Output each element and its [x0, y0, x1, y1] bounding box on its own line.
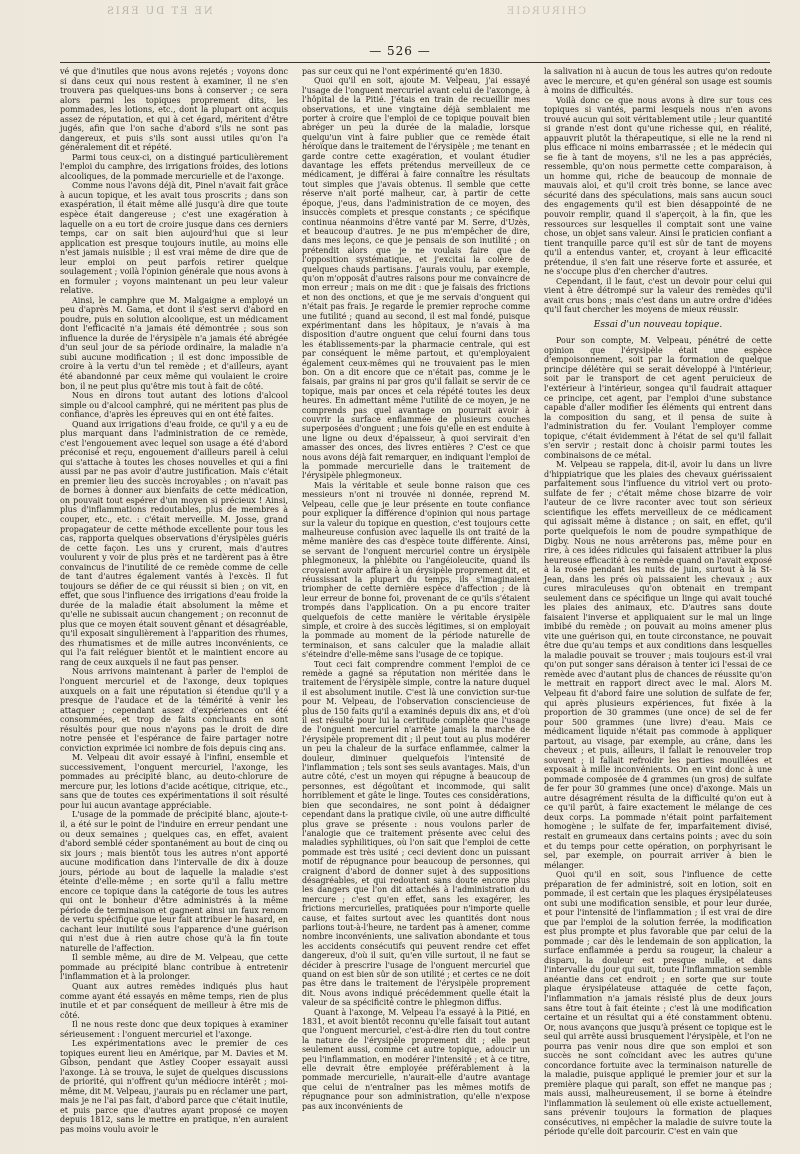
paragraph: Mais la véritable et seule bonne raison que ces messieurs n'ont ni trouvée ni donnée, reprend M. Velpeau, celle que je leur présente en toute confiance pour expliquer la différence d'opinion qui nous partage sur la valeur du topique en question, c'est toujours cette malheureuse confusion avec laquelle ils ont traité de la même manière des cas d'espèce toute différente. Ainsi, se servant de l'onguent mercuriel contre un érysipèle phlegmoneux, la phlébite ou l'angéioleucite, quand ils croyaient avoir affaire à un érysipèle proprement dit, et réussissant la plupart du temps, ils s'imaginaient triompher de cette dernière espèce d'affection ; de là leur erreur de bonne foi, provenant de ce qu'ils s'étaient trompés dans l'application. On a pu encore traiter quelquefois de cette manière le véritable érysipèle simple, et croire à des succès légitimes, si on employait la pommade au moment de la période naturelle de terminaison, et sans calculer que la maladie allait s'éteindre d'elle-même sans l'usage de ce topique. [302, 480, 530, 660]
bleed-through-text-right: CHIRURGIE [505, 6, 587, 17]
column-right [544, 67, 772, 1149]
column-middle [302, 67, 530, 1149]
paragraph: Quand aux irrigations d'eau froide, ce qu'il y a eu de plus marquant dans l'administration de ce remède, c'est l'engouement avec lequel son usage a été d'abord préconisé et reçu, engouement d'ailleurs pareil à celui qui s'attache à toutes les choses nouvelles et qui a fini aussi par ne pas avoir d'autre justification. Mais c'était en premier lieu des succès incroyables ; on n'avait pas de bornes à donner aux bienfaits de cette médication, on pouvait tout espérer d'un moyen si précieux ! Ainsi, plus d'inflammations redoutables, plus de membres à couper, etc., etc. : c'était merveille. M. Josse, grand propagateur de cette méthode excellente pour tous les cas, rapporta quelques observations d'érysipèles guéris de cette façon. Les uns y crurent, mais d'autres voulurent y voir de plus près et ne tardèrent pas à être convaincus de l'inutilité de ce remède comme de celle de tant d'autres également vantés à l'excès. Il fut toujours se défier de ce qui réussit si bien ; on vit, en effet, que sous l'influence des irrigations d'eau froide la durée de la maladie était absolument la même et qu'elle ne subissait aucun changement ; on reconnut de plus que ce moyen était souvent gênant et désagréable, qu'il exposait singulièrement à l'apparition des rhumes, des rhumatismes et de mille autres inconvénients, ce qui l'a fait reléguer bientôt et le maintient encore au rang de ceux auxquels il ne faut pas penser. [60, 419, 288, 667]
section-heading: Essai d'un nouveau topique. [593, 319, 723, 330]
text-columns [60, 67, 772, 1149]
paragraph: M. Velpeau se rappela, dit-il, avoir lu dans un livre d'hippiatrique que les plaies des chevaux guérissaient parfaitement sous l'influence du vitriol vert ou proto-sulfate de fer ; c'était même chose bizarre de voir l'auteur de ce livre raconter avec tout son sérieux scientifique les effets merveilleux de ce médicament qui agissait même à distance ; on sait, en effet, qu'il porte quelquefois le nom de poudre sympathique de Digby. Nous ne nous arrêterons pas, même pour en rire, à ces idées ridicules qui faisaient attribuer la plus heureuse efficacité à ce remède quand on l'avait exposé à la rosée pendant les nuits de juin, surtout à la St-Jean, dans les prés où paissaient les chevaux ; aux cures miraculeuses qu'on obtenait en trempant seulement dans ce spécifique un linge qui avait touché les plaies des animaux, etc. D'autres sans doute faisaient l'inverse et appliquaient sur le mal un linge imbibé du remède ; on pouvait au moins amener plus vite une guérison qui, en toute circonstance, ne pouvait être due qu'au temps et aux conditions dans lesquelles la maladie pouvait se trouver ; mais toujours est-il vrai qu'on put songer sans déraison à tenter ici l'essai de ce remède avec d'autant plus de chances de réussite qu'on le mettrait en rapport direct avec le mal. Alors M. Velpeau fit d'abord faire une solution de sulfate de fer, qui après plusieurs expériences, fut fixée à la proportion de 30 grammes (une once) de sel de fer pour 500 grammes (une livre) d'eau. Mais ce médicament liquide n'était pas commode à appliquer partout, au visage, par exemple, au crâne, dans les cheveux ; et puis, ailleurs, il fallait le renouveler trop souvent ; il fallait refroidir les parties mouillées et exposait à mille inconvénients. On en vint donc à une pommade composée de 4 grammes (un gros) de sulfate de fer pour 30 grammes (une once) d'axonge. Mais un autre désagrément résulta de la difficulté qu'on eut à ce qu'il parût, à faire exactement le mélange de ces deux corps. La pommade n'était point parfaitement homogène ; le sulfate de fer, imparfaitement divisé, restait en grumeaux dans certains points ; avec du soin et du temps pour cette opération, on porphyrisant le sel, par exemple, on pourrait arriver à bien le mélanger. [544, 460, 772, 870]
paragraph: Quant aux autres remèdes indiqués plus haut comme ayant été essayés en même temps, rien de plus inutile et et par conséquent de meilleur à être mis de côté. [60, 982, 288, 1020]
paragraph: Cependant, il le faut, c'est un devoir pour celui qui vient à être détrompé sur la valeur des remèdes qu'il avait crus bons ; mais c'est dans un autre ordre d'idées qu'il faut chercher les moyens de mieux réussir. [544, 276, 772, 315]
header-rule [60, 62, 770, 63]
paragraph: Comme nous l'avons déjà dit, Pinel n'avait fait grâce à aucun topique, et les avait tous proscrits ; dans son exaspération, il était même allé jusqu'à dire que toute espèce était dangereuse ; c'est une exagération à laquelle on a eu tort de croire jusque dans ces derniers temps, car on sait bien aujourd'hui que si leur application est presque toujours inutile, au moins elle n'est jamais nuisible ; il est vrai même de dire que de leur emploi on peut parfois retirer quelque soulagement ; voilà l'opinion générale que nous avons à en formuler ; voyons maintenant un peu leur valeur relative. [60, 181, 288, 296]
paragraph: Quoi qu'il en soit, ajoute M. Velpeau, j'ai essayé l'usage de l'onguent mercuriel avant celui de l'axonge, à l'hôpital de la Pitié. J'étais en train de recueillir mes observations, et une vingtaine déjà semblaient me porter à croire que l'emploi de ce topique pouvait bien abréger un peu la durée de la maladie, lorsque quelqu'un vint à faire publier que ce remède était héroïque dans le traitement de l'érysipèle ; me tenant en garde contre cette exagération, et voulant étudier davantage les effets prétendus merveilleux de ce médicament, je différai à faire connaître les résultats tout simples que j'avais obtenus. Il semble que cette réserve n'ait porté malheur, car, à partir de cette époque, j'eus, dans l'administration de ce moyen, des insuccès complets et presque constants ; ce spécifique continua néanmoins d'être vanté par M. Serre, d'Uzès, et beaucoup d'autres. Je ne pus m'empêcher de dire, dans mes leçons, ce que je pensais de son inutilité ; on prétendit alors que je ne voulais faire que de l'opposition systématique, et j'excitai la colère de quelques chauds partisans. J'aurais voulu, par exemple, qu'on m'opposât d'autres raisons pour me convaincre de mon erreur ; mais on me dit : que je faisais des frictions et non des onctions, et que je me servais d'onguent qui n'était pas frais. Je regarde le premier reproche comme une futilité ; quand au second, il est mal fondé, puisque expérimentant dans les hôpitaux, je n'avais à ma disposition d'autre onguent que celui fourni dans tous les établissements-par la pharmacie centrale, qui est par conséquent le même partout, et qu'employaient également ceux-mêmes qui ne trouvaient pas le mien bon. On a dit encore que ce n'était pas, comme je le faisais, par grains ni par gros qu'il fallait se servir de ce topique, mais par onces et cela répété toutes les deux heures. En admettant même l'utilité de ce moyen, je ne comprends pas quel avantage on pourrait avoir à couvrir la surface enflammée de plusieurs couches superposées d'onguent ; une fois qu'elle en est enduite à une ligne ou deux d'épaisseur, à quoi servirait d'en amasser des onces, des livres entières ? C'est ce que nous avons déjà fait remarquer, en indiquant l'emploi de la pommade mercurielle dans le traitement de l'érysipèle phlegmoneux. [302, 76, 530, 481]
paragraph: Parmi tous ceux-ci, on a distingué particulièrement l'emploi du camphre, des irrigations froides, des lotions alcooliques, de la pommade mercurielle et de l'axonge. [60, 152, 288, 181]
page-number: — 526 — [369, 44, 431, 58]
column-left [60, 67, 288, 1149]
paragraph: pas sur ceux qui ne l'ont expérimenté qu'en 1830. [302, 67, 503, 76]
paragraph: Quant à l'axonge, M. Velpeau l'a essayé à la Pitié, en 1831, et avoit bientôt reconnu qu'elle faisait tout autant que l'onguent mercuriel, c'est-à-dire rien du tout contre la nature de l'érysipèle proprement dit ; elle peut seulement aussi, comme cet autre topique, adoucir un peu l'inflammation, en modérer l'intensité ; et à ce titre, elle devrait être employée préférablement à la pommade mercurielle, n'aurait-elle d'autre avantage que celui de n'entraîner pas les mêmes motifs de répugnance pour son administration, qu'elle n'expose pas aux inconvénients de [302, 1007, 530, 1111]
paragraph: Voilà donc ce que nous avons à dire sur tous ces topiques si vantés, parmi lesquels nous n'en avons trouvé aucun qui soit véritablement utile ; leur quantité si grande n'est dont qu'une richesse qui, en réalité, appauvrit plutôt la thérapeutique, si elle ne la rend ni plus efficace ni moins embarrassée ; et le médecin qui se fie à tant de moyens, s'il ne les a pas appréciés, ressemble, qu'on nous permette cette comparaison, à un homme qui, riche de beaucoup de monnaie de mauvais aloi, et qu'il croit très bonne, se lance avec sécurité dans des spéculations, mais sans aucun souci des engagements qu'il est bien désappointé de ne pouvoir remplir, quand il s'aperçoit, à la fin, que les ressources sur lesquelles il comptait sont une vaine chose, un objet sans valeur. Ainsi le praticien confiant a tient tranquille parce qu'il est sûr de tant de moyens qu'il a entendus vanter, et, croyant à leur efficacité prétendue, il s'en fait une réserve forte et assurée, et ne s'occupe plus d'en chercher d'autres. [544, 95, 772, 277]
paragraph: la salivation ni à aucun de tous les autres qu'on redoute avec le mercure, et qu'en général son usage est soumis à moins de difficultés. [544, 67, 772, 96]
paragraph: Tout ceci fait comprendre comment l'emploi de ce remède a gagné sa réputation non méritée dans le traitement de l'érysipèle simple, contre la nature duquel il est absolument inutile. C'est là une conviction sur-tue pour M. Velpeau, de l'observation consciencieuse de plus de 150 faits qu'il a examinés depuis dix ans, et d'où il est résulté pour lui la certitude complète que l'usage de l'onguent mercuriel n'arrête jamais la marche de l'érysipèle proprement dit ; il peut tout au plus modérer un peu la chaleur de la surface enflammée, calmer la douleur, diminuer quelquefois l'intensité de l'inflammation ; tels sont ses seuls avantages. Mais, d'un autre côté, c'est un moyen qui répugne à beaucoup de personnes, est dégoûtant et incommode, qui salit horriblement et gâte le linge. Toutes ces considérations, bien que secondaires, ne sont point à dédaigner cependant dans la pratique civile, où une autre difficulté plus grave se présente : nous voulons parler de l'analogie que ce traitement présente avec celui des maladies syphilitiques, où l'on sait que l'emploi de cette pommade est très usité ; ceci devient donc un puissant motif de répugnance pour beaucoup de personnes, qui craignent d'abord de donner sujet à des suppositions désagréables, et qui redoutent sans doute encore plus les dangers que l'on dit attachés à l'administration du mercure ; c'est qu'en effet, sans les exagérer, les frictions mercurielles, pratiquées pour n'importe quelle cause, et faites surtout avec les quantités dont nous parlions tout-à-l'heure, ne tardent pas à amener, comme nombre inconvénients, une salivation abondante et tous les accidents consécutifs qui peuvent rendre cet effet dangereux, d'où il suit, qu'en ville surtout, il ne faut se décider à prescrire l'usage de l'onguent mercuriel que quand on est bien sûr de son utilité ; et certes ce ne doit pas être dans le traitement de l'érysipèle proprement dit. Nous avons indiqué précédemment quelle était la valeur de sa spécificité contre le phlegmon diffus. [302, 659, 530, 1008]
paragraph: L'usage de la pommade de précipité blanc, ajoute-t-il, a été sur le point de l'induire en erreur pendant une ou deux semaines ; quelques cas, en effet, avaient d'abord semblé céder spontanément au bout de cinq ou six jours ; mais bientôt tous les autres n'ont apporté aucune modification dans l'intervalle de dix à douze jours, période au bout de laquelle la maladie s'est éteinte d'elle-même ; en sorte qu'il a fallu mettre encore ce topique dans la catégorie de tous les autres qui ont le bonheur d'être administrés à la même période de terminaison et gagnent ainsi un faux renom de vertu spécifique que leur fait attribuer le hasard, en cachant leur inutilité sous l'apparence d'une guérison qui n'est due à rien autre chose qu'à la fin toute naturelle de l'affection. [60, 810, 288, 953]
paragraph: Ainsi, le camphre que M. Malgaigne a employé un peu d'après M. Gama, et dont il s'est servi d'abord en poudre, puis en solution alcoolique, est un médicament dont l'efficacité n'a jamais été démontrée ; sous son influence la durée de l'érysipèle n'a jamais été abrégée d'un seul jour de sa période ordinaire, la maladie n'a subi aucune modification ; il est donc impossible de croire à la vertu d'un tel remède ; et d'ailleurs, ayant été abandonné par ceux même qui voulaient le croire bon, il ne peut plus qu'être mis tout à fait de côté. [60, 295, 288, 391]
paragraph: vé que d'inutiles que nous avons rejetés ; voyons donc si dans ceux qui nous restent à examiner, il ne s'en trouvera pas quelques-uns bons à conserver ; ce sera alors parmi les topiques proprement dits, les pommades, les lotions, etc., dont la plupart ont acquis assez de réputation, et qui à cet égard, méritent d'être jugés, afin que l'on sache d'abord s'ils ne sont pas dangereux, et puis s'ils sont aussi utiles qu'on l'a généralement dit et répété. [60, 67, 288, 153]
bleed-through-text-left: NE ET DU ERIS [105, 6, 213, 17]
paragraph: Il semble même, au dire de M. Velpeau, que cette pommade au précipité blanc contribue à entretenir l'inflammation et à la prolonger. [60, 953, 288, 982]
paragraph: Quoi qu'il en soit, sous l'influence de cette préparation de fer administré, soit en lotion, soit en pommade, il est certain que les plaques érysipélateuses ont subi une modification sensible, et pour leur durée, et pour l'intensité de l'inflammation ; il est vrai de dire que par l'emploi de la solution ferrée, la modification est plus prompte et plus favorable que par celui de la pommade ; car dès le lendemain de son application, la surface enflammée a perdu sa rougeur, la chaleur a disparu, la douleur est presque nulle, et dans l'intervalle du jour qui suit, toute l'inflammation semble anéantie dans cet endroit ; en sorte que sur toute plaque érysipélateuse attaquée de cette façon, l'inflammation n'a jamais résisté plus de deux jours sans être tout à fait éteinte ; c'est là une modification certaine et un résultat qui a été constamment obtenu. Or, nous avançons que jusqu'à présent ce topique est le seul qui arrête aussi brusquement l'érysipèle, et l'on ne pourra pas venir nous dire que son emploi et son succès ne sont coïncidant avec les autres qu'une concordance fortuite avec la terminaison naturelle de la maladie, puisque appliqué le premier jour et sur la première plaque qui paraît, son effet ne manque pas ; mais aussi, malheureusement, il se borne à éteindre l'inflammation là seulement où elle existe actuellement, sans prévenir toujours la formation de plaques consécutives, ni empêcher la maladie de suivre toute la période qu'elle doit parcourir. C'est en vain que [544, 870, 772, 1137]
paragraph: Les expérimentations avec le premier de ces topiques eurent lieu en Amérique, par M. Davies et M. Gibson, pendant que Astley Cooper essayait aussi l'axonge. Là se trouva, le sujet de quelques discussions de priorité, qui n'offrent qu'un médiocre intérêt ; moi-même, dit M. Velpeau, j'aurais pu en réclamer une part, mais je ne l'ai pas fait, d'abord parce que c'était inutile, et puis parce que d'autres ayant proposé ce moyen depuis 1812, sans le mettre en pratique, n'en auraient pas moins voulu avoir le [60, 1039, 288, 1134]
paragraph: Pour son compte, M. Velpeau, pénétré de cette opinion que l'érysipèle était une espèce d'empoisonnement, soit par la formation de quelque principe délétère qui se serait développé à l'intérieur, soit par le transport de cet agent peruicieux de l'extérieur à l'intérieur, songea qu'il faudrait attaquer ce principe, cet agent, par l'emploi d'une substance capable d'aller modifier les éléments qui entrent dans la composition du sang, et il pensa de suite à l'administration du fer. Voulant l'employer comme topique, c'était évidemment à l'état de sel qu'il fallait s'en servir ; restait donc à choisir parmi toutes les combinaisons de ce métal. [544, 336, 772, 460]
paragraph: Nous arrivons maintenant à parler de l'emploi de l'onguent mercuriel et de l'axonge, deux topiques auxquels on a fait une réputation si étendue qu'il y a presque de l'audace et de la témérité à venir les attaquer ; cependant assez d'expériences ont été consommées, et trop de faits concluants en sont résultés pour que nous n'ayons pas le droit de dire notre pensée et l'espérance de faire partager notre conviction exprimée ici nombre de fois depuis cinq ans. [60, 667, 288, 753]
paragraph: Nous en dirons tout autant des lotions d'alcool simple ou d'alcool camphré, qui ne méritent pas plus de confiance, d'après les épreuves qui en ont été faites. [60, 391, 288, 420]
paragraph: Il ne nous reste donc que deux topiques à examiner sérieusement : l'onguent mercuriel et l'axonge. [60, 1020, 288, 1039]
paragraph: M. Velpeau dit avoir essayé à l'infini, ensemble et successivement, l'onguent mercuriel, l'axonge, les pommades au précipité blanc, au deuto-chlorure de mercure pur, les lotions d'acide acétique, citrique, etc., sans que de toutes ces expérimentations il soit résulté pour lui aucun avantage appréciable. [60, 753, 288, 810]
